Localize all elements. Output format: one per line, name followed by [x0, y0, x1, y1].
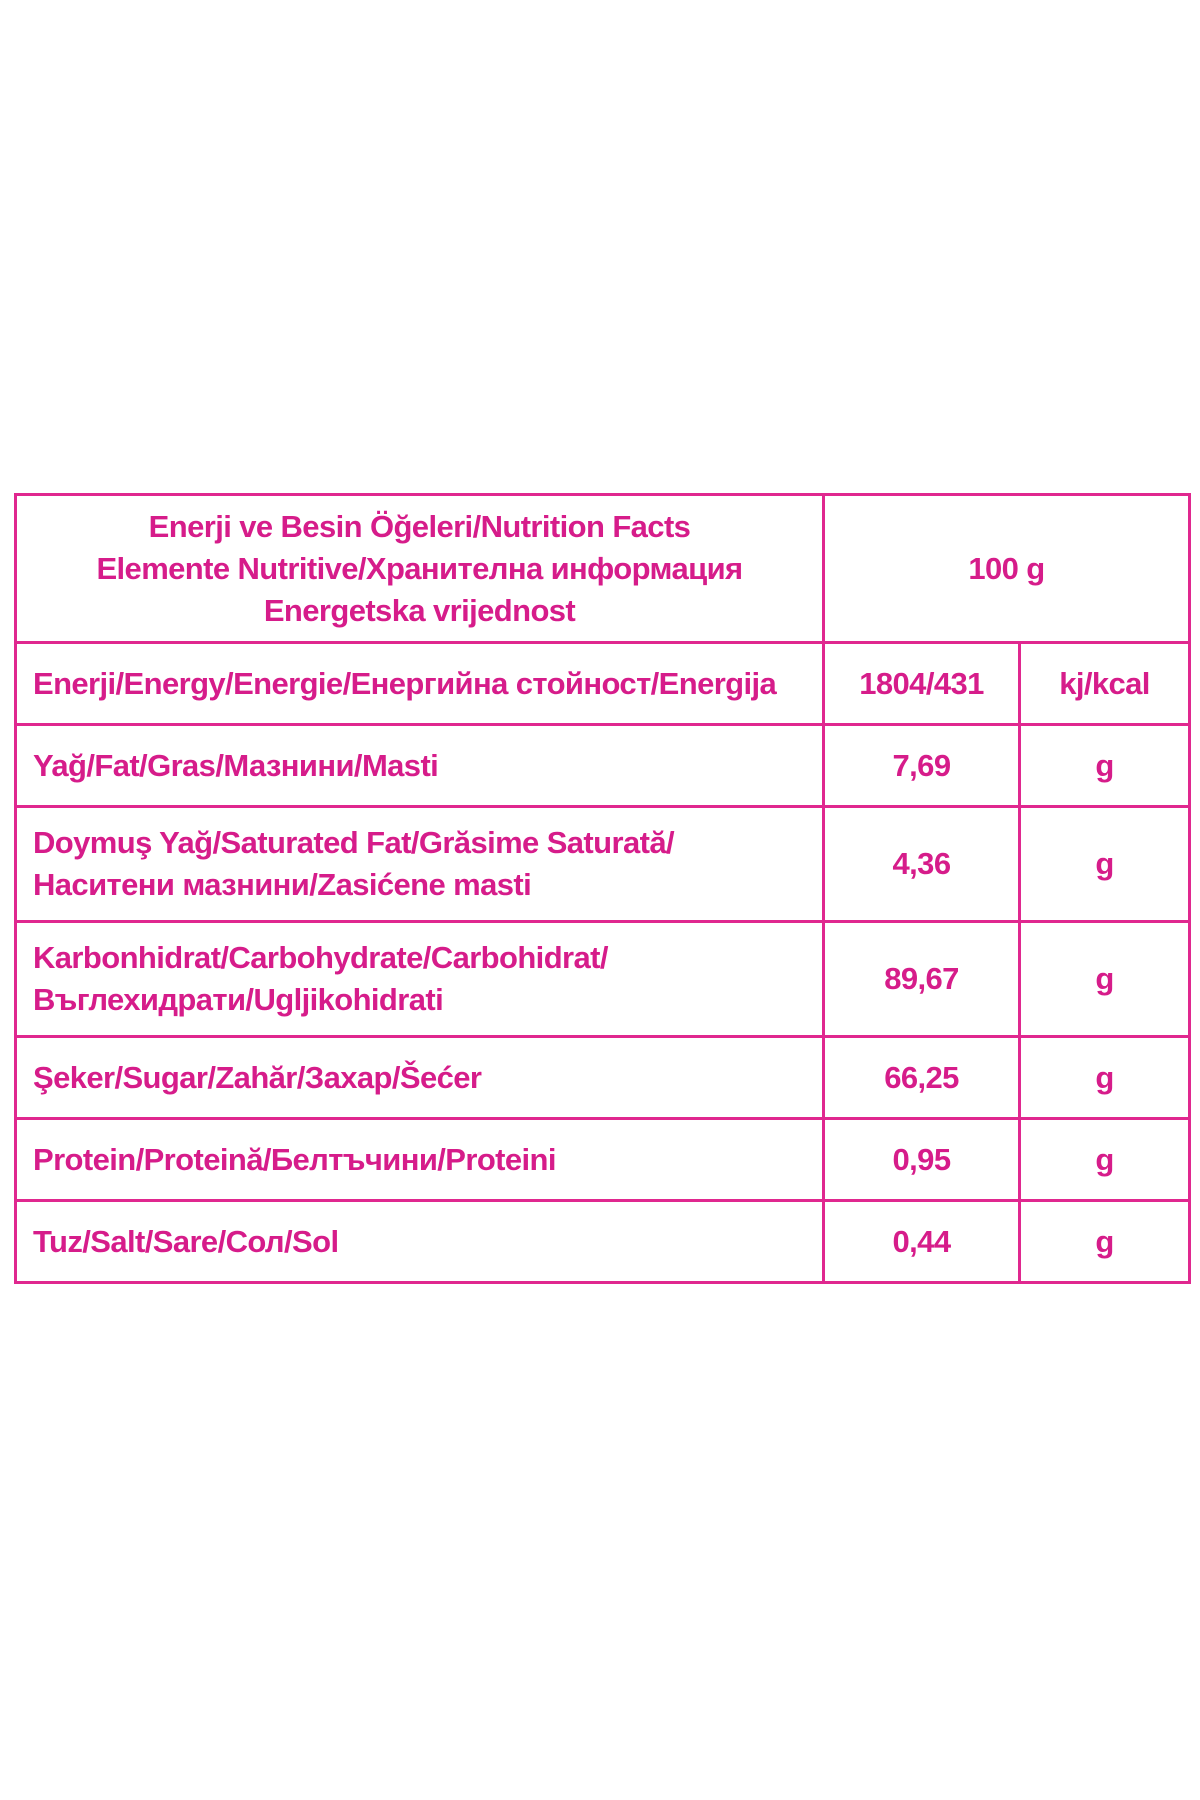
table-row [16, 1037, 1190, 1119]
nutrient-unit: g [1020, 725, 1190, 807]
nutrient-name-salt [16, 1201, 824, 1283]
nutrient-name-fat [16, 725, 824, 807]
nutrient-name-carbohydrate [16, 922, 824, 1037]
nutrient-value: 0,44 [824, 1201, 1020, 1283]
nutrient-value: 66,25 [824, 1037, 1020, 1119]
nutrient-value: 0,95 [824, 1119, 1020, 1201]
nutrient-name-line: Yağ/Fat/Gras/Мазнини/Masti [33, 747, 439, 783]
nutrient-name-line: Doymuş Yağ/Saturated Fat/Grăsime Saturată/ [33, 825, 674, 860]
table-row [16, 643, 1190, 725]
header-title-cell [16, 495, 824, 643]
header-amount: 100 g [824, 495, 1190, 643]
table-row [16, 922, 1190, 1037]
header-title-line: Enerji ve Besin Öğeleri/Nutrition Facts [148, 508, 691, 544]
nutrient-name-energy [16, 643, 824, 725]
nutrient-name-line: Şeker/Sugar/Zahăr/Захар/Šećer [33, 1059, 482, 1095]
table-row [16, 725, 1190, 807]
nutrient-name-line: Karbonhidrat/Carbohydrate/Carbohidrat/ [33, 940, 608, 975]
nutrient-name-line: Protein/Proteină/Белтъчини/Proteini [33, 1141, 556, 1177]
header-title-line: Energetska vrijednost [263, 592, 576, 628]
nutrient-name-line: Наситени мазнини/Zasićene masti [33, 867, 532, 902]
nutrient-unit: g [1020, 1201, 1190, 1283]
nutrient-unit: kj/kcal [1020, 643, 1190, 725]
nutrient-value: 1804/431 [824, 643, 1020, 725]
nutrient-value: 4,36 [824, 807, 1020, 922]
nutrient-name-line: Enerji/Energy/Energie/Енергийна стойност/Energija [33, 665, 777, 701]
table-row [16, 1119, 1190, 1201]
nutrient-name-line: Въглехидрати/Ugljikohidrati [33, 982, 444, 1017]
nutrient-unit: g [1020, 807, 1190, 922]
nutrient-unit: g [1020, 922, 1190, 1037]
nutrient-value: 7,69 [824, 725, 1020, 807]
table-row [16, 1201, 1190, 1283]
nutrient-name-line: Tuz/Salt/Sare/Сол/Sol [33, 1223, 339, 1259]
nutrient-value: 89,67 [824, 922, 1020, 1037]
header-row [16, 495, 1190, 643]
nutrition-facts-table [14, 493, 1191, 1284]
header-title-line: Elemente Nutritive/Хранителна информация [96, 550, 743, 586]
nutrient-name-protein [16, 1119, 824, 1201]
nutrient-name-saturated-fat [16, 807, 824, 922]
nutrient-unit: g [1020, 1119, 1190, 1201]
table-row [16, 807, 1190, 922]
nutrient-unit: g [1020, 1037, 1190, 1119]
nutrient-name-sugar [16, 1037, 824, 1119]
